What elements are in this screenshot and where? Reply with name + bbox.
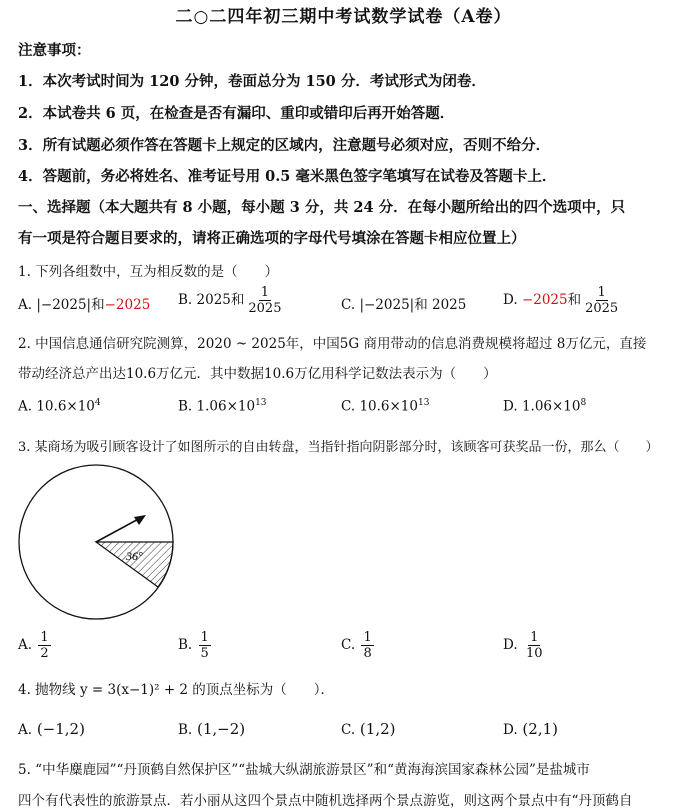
notice-item-4: 4．答题前，务必将姓名、准考证号用 0.5 毫米黑色签字笔填写在试卷及答题卡上．: [18, 168, 557, 185]
q1-option-b[interactable]: B. 2025和 $\frac{1}{2025}$: [178, 285, 282, 316]
q1-option-a[interactable]: A. |−2025|和−2025: [18, 297, 151, 313]
q4-option-a[interactable]: A. (−1,2): [18, 720, 85, 738]
q1-stem: 1. 下列各组数中，互为相反数的是（ ）: [18, 264, 279, 280]
q1-option-d[interactable]: D. −2025和 $\frac{1}{2025}$: [503, 285, 619, 316]
q4-options: [18, 720, 678, 740]
q2-stem-line-1: 2. 中国信息通信研究院测算，2020 ~ 2025年，中国5G 商用带动的信息消费规模将超过 8万亿元，直接: [18, 336, 647, 352]
q4-option-c[interactable]: C. (1,2): [341, 720, 396, 738]
q2-option-d[interactable]: D. $1.06\times 10^8$: [503, 398, 587, 415]
q4-option-d[interactable]: D. (2,1): [503, 720, 558, 738]
q1-option-a-red: −2025: [104, 297, 151, 313]
q5-stem-line-1: 5. “中华麋鹿园”“丹顶鹤自然保护区”“盐城大纵湖旅游景区”和“黄海海滨国家森林公园”是盐城市: [18, 762, 590, 778]
q1-option-c[interactable]: C. |−2025|和 2025: [341, 297, 467, 313]
q3-option-a[interactable]: A. $\frac{1}{2}$: [18, 630, 49, 661]
q3-option-b[interactable]: B. $\frac{1}{5}$: [178, 630, 209, 661]
q4-stem: 4. 抛物线 y = 3(x−1)² + 2 的顶点坐标为（ ）．: [18, 682, 335, 698]
notice-item-3: 3．所有试题必须作答在答题卡上规定的区域内，注意题号必须对应，否则不给分．: [18, 137, 551, 154]
q2-options: [18, 398, 678, 418]
q1-option-d-red: −2025: [521, 292, 568, 308]
q4-option-b[interactable]: B. (1,−2): [178, 720, 246, 738]
q2-option-a[interactable]: A. $10.6\times 10^4$: [18, 398, 101, 415]
notice-heading: 注意事项：: [18, 42, 91, 59]
q3-option-d[interactable]: D. $\frac{1}{10}$: [503, 630, 543, 661]
notice-item-2: 2．本试卷共 6 页，在检查是否有漏印、重印或错印后再开始答题．: [18, 105, 455, 122]
q2-option-c[interactable]: C. $10.6\times 10^{13}$: [341, 398, 430, 415]
q3-stem: 3. 某商场为吸引顾客设计了如图所示的自由转盘，当指针指向阴影部分时，该顾客可获奖品一份，那么（ ）: [18, 440, 659, 455]
notice-item-1: 1．本次考试时间为 120 分钟，卷面总分为 150 分．考试形式为闭卷．: [18, 73, 486, 90]
q2-option-b[interactable]: B. $1.06\times 10^{13}$: [178, 398, 267, 415]
exam-title: 二○二四年初三期中考试数学试卷（A卷）: [175, 7, 512, 27]
q3-options: [18, 630, 678, 666]
q1-options: [18, 285, 678, 321]
spinner-angle-label: 36°: [126, 549, 143, 563]
q3-option-c[interactable]: C. $\frac{1}{8}$: [341, 630, 372, 661]
section-heading-line-2: 有一项是符合题目要求的，请将正确选项的字母代号填涂在答题卡相应位置上）: [18, 230, 526, 247]
spinner-diagram: [14, 463, 184, 623]
q5-stem-line-2: 四个有代表性的旅游景点．若小丽从这四个景点中随机选择两个景点游览，则这两个景点中有“丹顶鹤自: [18, 793, 633, 809]
section-heading-line-1: 一、选择题（本大题共有 8 小题，每小题 3 分，共 24 分．在每小题所给出的四个选项中，只: [18, 199, 626, 216]
q2-stem-line-2: 带动经济总产出达10.6万亿元．其中数据10.6万亿用科学记数法表示为（ ）: [18, 366, 497, 382]
